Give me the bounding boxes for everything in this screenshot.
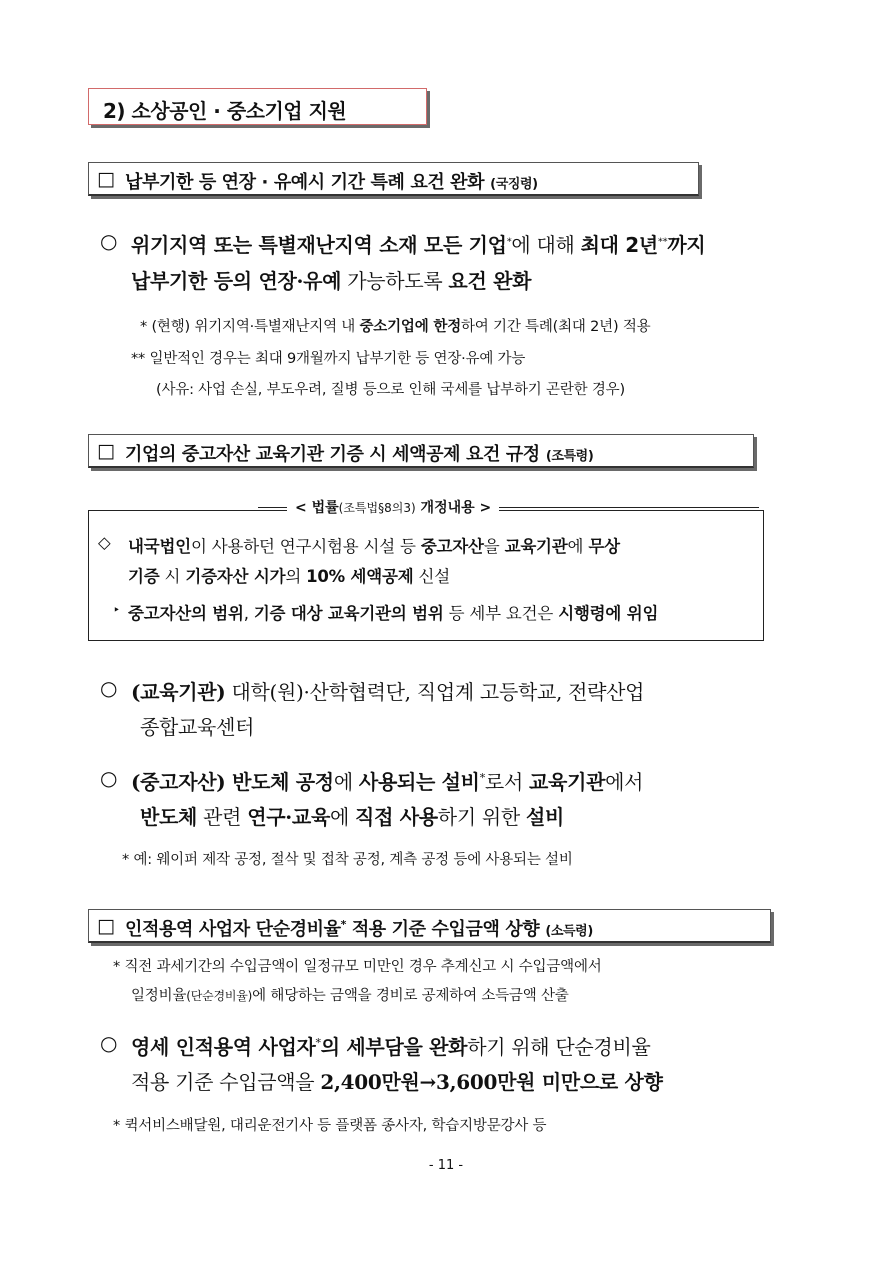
note-line: * 직전 과세기간의 수입금액이 일정규모 미만인 경우 추계신고 시 수입금액에서 (113, 959, 602, 975)
section-title-box (88, 88, 427, 125)
subsection-header-1 (88, 162, 699, 196)
subsection-heading: 기업의 중고자산 교육기관 기증 시 세액공제 요건 규정 (125, 444, 540, 465)
bullet-line: 영세 인적용역 사업자*의 세부담을 완화하기 위해 단순경비율 (131, 1035, 651, 1059)
checkbox-square-icon: □ (97, 440, 115, 462)
checkbox-square-icon: □ (97, 915, 115, 937)
note-line: 일정비율(단순경비율)에 해당하는 금액을 경비로 공제하여 소득금액 산출 (131, 988, 569, 1004)
bullet-marker: ○ (100, 229, 118, 253)
bullet-line: (교육기관) 대학(원)·산학협력단, 직업계 고등학교, 전략산업 (131, 680, 645, 704)
law-marker-triangle: ‣ (113, 603, 121, 617)
law-marker-diamond: ◇ (98, 533, 111, 552)
subsection-tag: (국징령) (490, 177, 538, 192)
note-line: ** 일반적인 경우는 최대 9개월까지 납부기한 등 연장·유예 가능 (131, 351, 526, 367)
note-line: (사유: 사업 손실, 부도우려, 질병 등으로 인해 국세를 납부하기 곤란한 경우) (156, 382, 625, 398)
note-line: * 예: 웨이퍼 제작 공정, 절삭 및 접착 공정, 계측 공정 등에 사용되는 설비 (122, 852, 573, 868)
section-title: 2) 소상공인 · 중소기업 지원 (103, 99, 347, 123)
bullet-marker: ○ (100, 1031, 118, 1055)
bullet-line: 위기지역 또는 특별재난지역 소재 모든 기업*에 대해 최대 2년**까지 (131, 233, 706, 257)
page-number: - 11 - (428, 1158, 464, 1173)
bullet-line: 적용 기준 수입금액을 2,400만원→3,600만원 미만으로 상향 (131, 1070, 663, 1094)
subsection-tag: (조특령) (545, 449, 594, 464)
subsection-header-3: □ 인적용역 사업자 단순경비율* 적용 기준 수입금액 상향 (소득령) (88, 909, 771, 943)
bullet-marker: ○ (100, 766, 118, 790)
subsection-tag: (소득령) (545, 924, 593, 939)
bullet-line: (중고자산) 반도체 공정에 사용되는 설비*로서 교육기관에서 (131, 770, 644, 794)
subsection-heading: 납부기한 등 연장 · 유예시 기간 특례 요건 완화 (125, 172, 485, 193)
note-line: * (현행) 위기지역·특별재난지역 내 중소기업에 한정하여 기간 특례(최대 2년) 적용 (140, 319, 651, 335)
law-box-rule (258, 507, 287, 508)
bullet-line: 종합교육센터 (140, 715, 255, 739)
law-box-header: < 법률(조특법§8의3) 개정내용 > (287, 497, 499, 517)
bullet-line: 납부기한 등의 연장·유예 가능하도록 요건 완화 (131, 269, 532, 293)
law-line: 내국법인이 사용하던 연구시험용 시설 등 중고자산을 교육기관에 무상 (128, 537, 620, 556)
note-line: * 퀵서비스배달원, 대리운전기사 등 플랫폼 종사자, 학습지방문강사 등 (113, 1118, 547, 1134)
bullet-line: 반도체 관련 연구·교육에 직접 사용하기 위한 설비 (140, 805, 565, 829)
subsection-heading: 인적용역 사업자 단순경비율 (125, 919, 341, 940)
subsection-header-2 (88, 434, 754, 468)
law-box-rule (499, 507, 759, 508)
law-line: 중고자산의 범위, 기증 대상 교육기관의 범위 등 세부 요건은 시행령에 위임 (128, 604, 659, 623)
bullet-marker: ○ (100, 676, 118, 700)
law-line: 기증 시 기증자산 시가의 10% 세액공제 신설 (128, 567, 451, 586)
checkbox-square-icon: □ (97, 168, 115, 190)
